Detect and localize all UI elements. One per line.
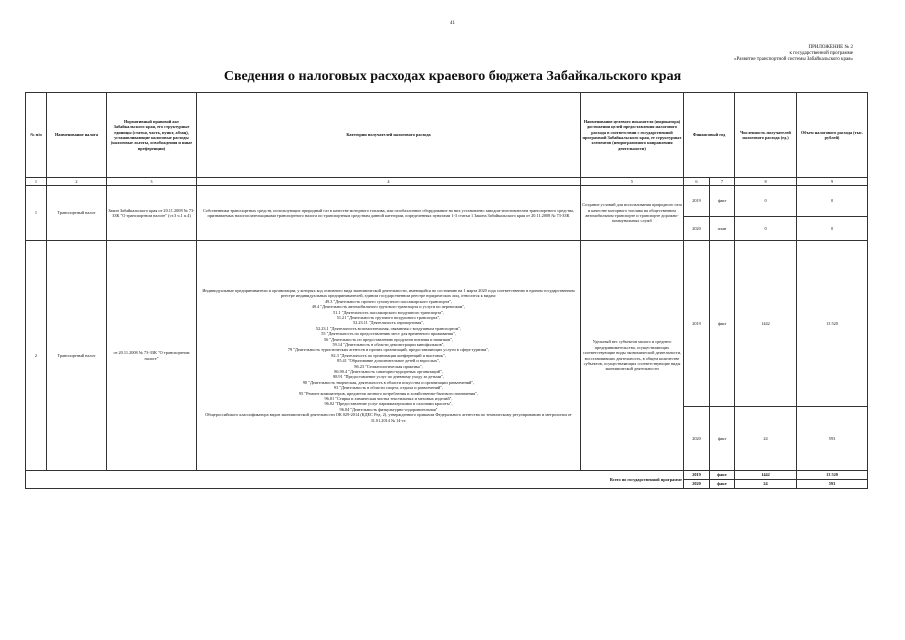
header-category: Категории получателей налогового расхода bbox=[197, 93, 581, 178]
col-number: 6 bbox=[684, 178, 710, 186]
row2-tax: Транспортный налог bbox=[47, 241, 107, 471]
appendix-block bbox=[700, 45, 853, 63]
row1-goal: Создание условий для использования природного газа в качестве моторного топлива на общественном автомобильном транспорте и транспорте дорожно-коммунальных служб bbox=[581, 186, 684, 241]
header-num: № п/п bbox=[26, 93, 47, 178]
page-title: Сведения о налоговых расходах краевого бюджета Забайкальского края bbox=[223, 69, 682, 84]
page-number: 41 bbox=[450, 21, 455, 26]
col-number: 2 bbox=[47, 178, 107, 186]
col-number: 5 bbox=[581, 178, 684, 186]
col-number: 3 bbox=[107, 178, 197, 186]
category-line: 95 "Ремонт компьютеров, предметов личного потребления и хозяйственно-бытового назначения", bbox=[299, 390, 478, 396]
row2-num: 2 bbox=[26, 241, 47, 471]
row1-tax: Транспортный налог bbox=[47, 186, 107, 241]
total-label: Всего по государственной программе bbox=[26, 471, 684, 489]
row2-year: 2019 bbox=[684, 241, 710, 407]
category-line: 49.3 "Деятельность прочего сухопутного пассажирского транспорта", bbox=[324, 298, 453, 304]
row1-volume: 0 bbox=[797, 186, 868, 217]
header-count: Численность получателей налогового расхода (ед.) bbox=[735, 93, 797, 178]
col-number: 9 bbox=[797, 178, 868, 186]
row1-act: Закон Забайкальского края от 20.11.2008 № 73-ЗЗК "О транспортном налоге" (ст.3 ч.1 п.4) bbox=[107, 186, 197, 241]
appendix-line-2: к государственной программе bbox=[789, 51, 853, 56]
row1-category: Собственники транспортных средств, использующих природный газ в качестве моторного топлива, или газобаллонное оборудование на них установлено заводом-изготовителем транспортного средства, признаваемых налогоплательщиками транспортного налога по транспортным средствам данной категории, определенных пунктами 1-3 статьи 1 Закона Забайкальского края от 20.11.2008 № 73-ЗЗК bbox=[197, 186, 581, 241]
row1-kind: план bbox=[710, 217, 735, 241]
row2-kind: факт bbox=[710, 407, 735, 471]
total-count: 24 bbox=[735, 480, 797, 489]
category-line: 49.4 "Деятельность автомобильного грузового транспорта и услуги по перевозкам", bbox=[311, 304, 466, 310]
header-row bbox=[26, 93, 868, 178]
col-number: 4 bbox=[197, 178, 581, 186]
category-line: 88.91 "Предоставление услуг по дневному уходу за детьми", bbox=[333, 374, 444, 380]
row1-year: 2020 bbox=[684, 217, 710, 241]
row1-kind: факт bbox=[710, 186, 735, 217]
category-line: 93 "Деятельность в области спорта, отдыха и развлечений", bbox=[333, 385, 444, 391]
row1-count: 0 bbox=[735, 217, 797, 241]
appendix-line-3: «Развитие транспортной системы Забайкальского края» bbox=[734, 57, 853, 62]
category-line: 96.04 "Деятельность физкультурно-оздоровительная" bbox=[339, 406, 438, 412]
total-count: 1442 bbox=[735, 471, 797, 480]
category-line: 51.21 "Деятельность грузового воздушного транспорта", bbox=[336, 314, 441, 320]
col-number: 8 bbox=[735, 178, 797, 186]
category-line: 56 "Деятельность по предоставлению продуктов питания и напитков", bbox=[323, 336, 454, 342]
category-line: 51.1 "Деятельность пассажирского воздушного транспорта", bbox=[333, 309, 444, 315]
row2-volume: 593 bbox=[797, 407, 868, 471]
category-line: 52.23.1 "Деятельность вспомогательная, связанная с воздушным транспортом", bbox=[315, 325, 462, 331]
total-volume: 13 520 bbox=[797, 471, 868, 480]
total-kind: факт bbox=[710, 471, 735, 480]
appendix-line-1: ПРИЛОЖЕНИЕ № 2 bbox=[808, 45, 853, 50]
header-volume: Объем налогового расхода (тыс. рублей) bbox=[797, 93, 868, 178]
category-line: 59.14 "Деятельность в области демонстрации кинофильмов", bbox=[332, 341, 445, 347]
header-year: Финансовый год bbox=[684, 93, 735, 178]
row1-count: 0 bbox=[735, 186, 797, 217]
total-volume: 593 bbox=[797, 480, 868, 489]
row1-volume: 0 bbox=[797, 217, 868, 241]
total-year: 2019 bbox=[684, 471, 710, 480]
table-row bbox=[26, 241, 868, 407]
category-line: 96.02 "Предоставление услуг парикмахерскими и салонами красоты", bbox=[324, 401, 453, 407]
row2-count: 24 bbox=[735, 407, 797, 471]
col-number: 1 bbox=[26, 178, 47, 186]
row2-goal: Удельный вес субъектов малого и среднего предпринимательства, осуществляющих соответствующие виды экономической деятельности, восстановивших деятельность, в общем количестве субъектов, осуществляющих соответствующие виды экономической деятельности bbox=[581, 241, 684, 471]
header-tax: Наименование налога bbox=[47, 93, 107, 178]
column-numbers-row bbox=[26, 178, 868, 186]
category-line: 90 "Деятельность творческая, деятельность в области искусства и организации развлечений", bbox=[302, 379, 475, 385]
row2-category bbox=[197, 241, 581, 471]
category-line: 55 "Деятельность по предоставлению мест для временного проживания", bbox=[321, 331, 456, 337]
row2-act: от 20.11.2008 № 73-ЗЗК "О транспортном налоге" bbox=[107, 241, 197, 471]
header-act: Нормативный правовой акт Забайкальского края, его структурные единицы (статья, часть, пункт, абзац), устанавливающие налоговые расходы (налоговые льготы, освобождения и иные преференции) bbox=[107, 93, 197, 178]
total-year: 2020 bbox=[684, 480, 710, 489]
category-line: 79 "Деятельность туристических агентств и прочих организаций, предоставляющих услуги в сфере туризма", bbox=[287, 347, 490, 353]
row2-volume: 13 520 bbox=[797, 241, 868, 407]
row1-year: 2019 bbox=[684, 186, 710, 217]
category-line: Индивидуальные предприниматели и организации, у которых код основного вида экономической деятельности, имеющийся по состоянию на 1 марта 2020 года соответственно в едином государственном реестре индивидуальных предпринимателей, едином государственном реестре юридических лиц, относится к видам: bbox=[202, 287, 575, 299]
tax-expenses-table bbox=[25, 92, 868, 489]
header-goal: Наименование целевого показателя (индикатора) достижения целей предоставления налогового расхода в соответствии с государственной программой Забайкальского края, ее структурных элементов (непрограммного направления деятельности) bbox=[581, 93, 684, 178]
table-row bbox=[26, 186, 868, 217]
total-kind: факт bbox=[710, 480, 735, 489]
category-line: 86.23 "Стоматологическая практика", bbox=[354, 363, 423, 369]
row1-num: 1 bbox=[26, 186, 47, 241]
category-line: 85.41 "Образование дополнительное детей и взрослых", bbox=[337, 358, 440, 364]
category-line: 52.23.11 "Деятельность аэропортовая", bbox=[352, 320, 425, 326]
category-line: 82.3 "Деятельность по организации конференций и выставок", bbox=[331, 352, 446, 358]
row2-count: 1442 bbox=[735, 241, 797, 407]
category-line: 96.01 "Стирка и химическая чистка текстильных и меховых изделий", bbox=[324, 396, 453, 402]
category-line: 86.90.4 "Деятельность санаторно-курортных организаций", bbox=[334, 369, 443, 375]
category-line: Общероссийского классификатора видов экономической деятельности ОК 029-2014 (КДЕС Ред. 2), утвержденного приказом Федерального агентства по техническому регулированию и метрологии от 31.01.2014 № 14-ст. bbox=[205, 412, 572, 423]
col-number: 7 bbox=[710, 178, 735, 186]
row2-kind: факт bbox=[710, 241, 735, 407]
total-row bbox=[26, 471, 868, 480]
row2-year: 2020 bbox=[684, 407, 710, 471]
